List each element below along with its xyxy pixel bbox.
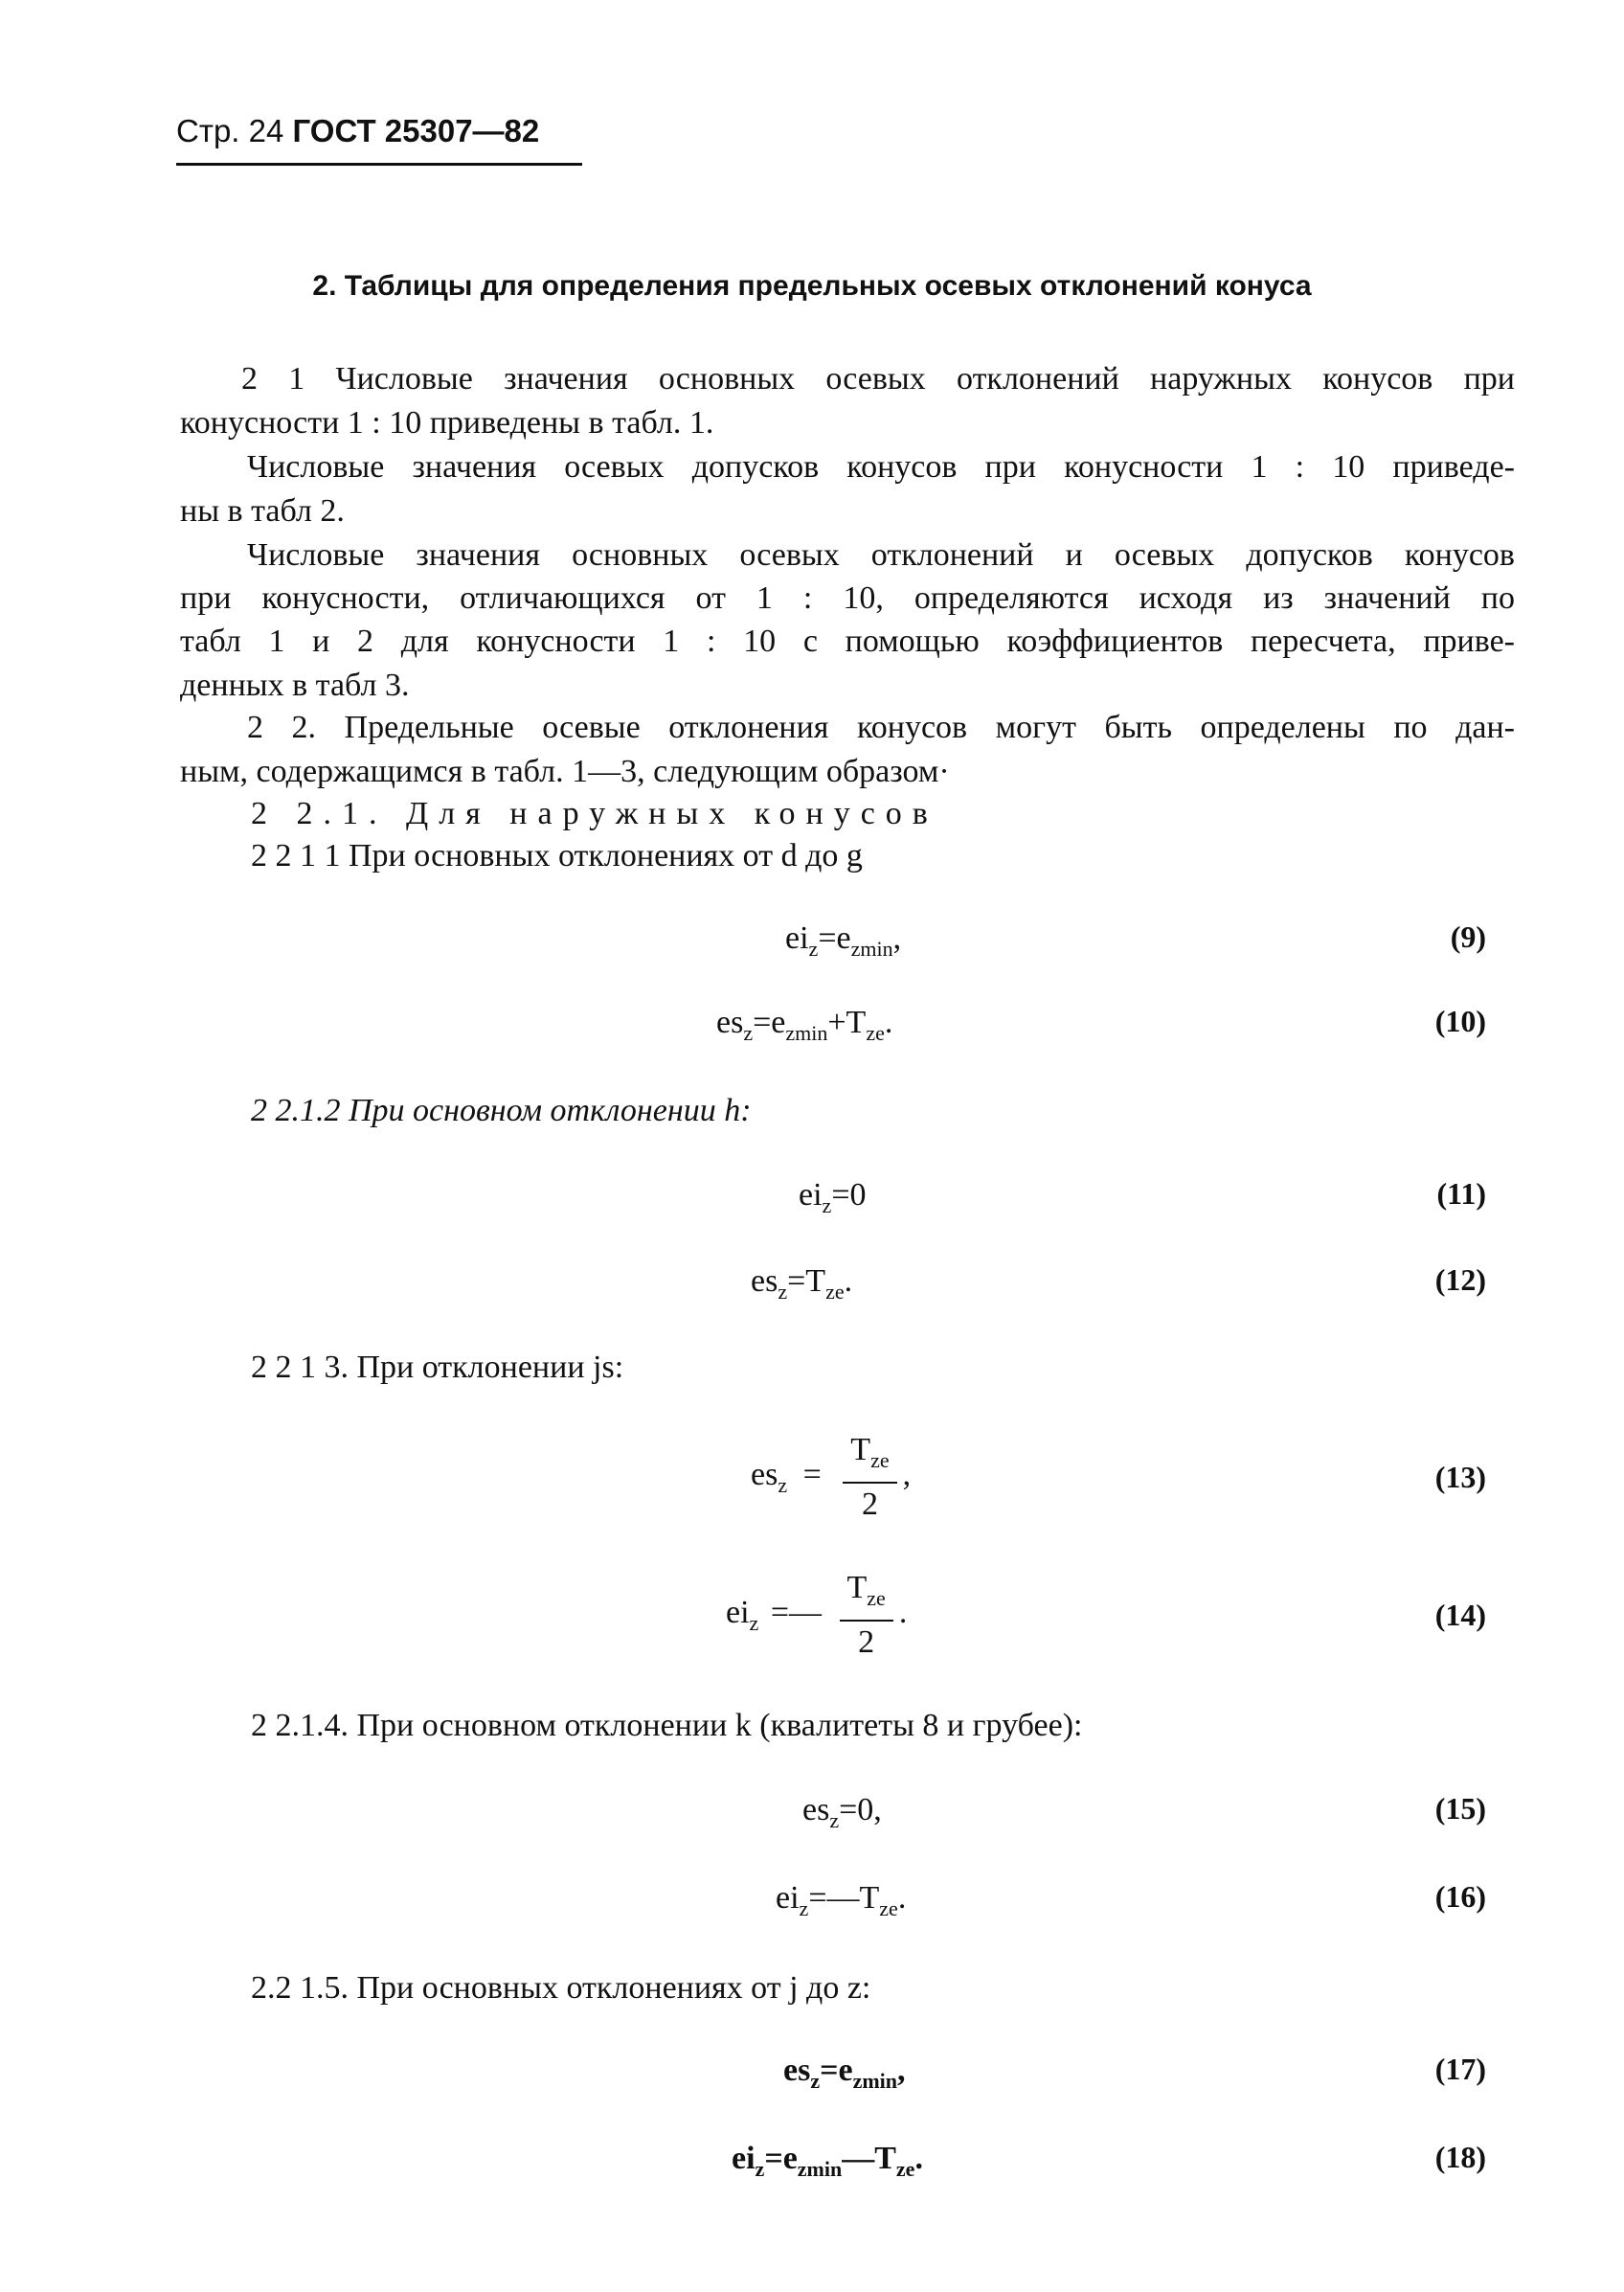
formula-10: $es_z=e_{zmin}+T_{ze}$.	[716, 1005, 893, 1045]
formula-number: (10)	[1434, 1004, 1486, 1038]
subsection-heading: 2 2 1 3. При отклонении js:	[251, 1350, 624, 1385]
formula-number: (13)	[1434, 1460, 1486, 1494]
paragraph-line: Числовые значения осевых допусков конусов при конусности 1 : 10 приведе-	[247, 449, 1515, 485]
paragraph-line: табл 1 и 2 для конусности 1 : 10 с помощью коэффициентов пересчета, приве-	[180, 624, 1515, 659]
formula-17: $es_z=e_{zmin}$,	[783, 2053, 906, 2093]
subsection-heading: 2.2 1.5. При основных отклонениях от j до z:	[251, 1970, 871, 2006]
subsection-heading: 2 2.1. Для наружных конусов	[251, 796, 938, 831]
page-number: Стр. 24	[176, 113, 284, 148]
subsection-heading: 2 2.1.2 При основном отклонении h:	[251, 1093, 752, 1128]
formula-number: (17)	[1434, 2052, 1486, 2086]
page-header	[176, 113, 539, 149]
subsection-heading: 2 2 1 1 При основных отклонениях от d до g	[251, 838, 863, 874]
formula-number: (9)	[1450, 919, 1486, 954]
formula-number: (18)	[1434, 2140, 1486, 2174]
formula-number: (16)	[1434, 1879, 1486, 1914]
paragraph-line: Числовые значения основных осевых отклонений и осевых допусков конусов	[247, 537, 1515, 573]
subsection-heading: 2 2.1.4. При основном отклонении k (квалитеты 8 и грубее):	[251, 1708, 1083, 1743]
formula-number: (14)	[1434, 1598, 1486, 1632]
header-rule	[176, 163, 582, 166]
formula-number: (11)	[1436, 1176, 1486, 1211]
formula-9: $ei_z=e_{zmin}$,	[785, 920, 902, 961]
section-title: 2. Таблицы для определения предельных осевых отклонений конуса	[312, 270, 1312, 302]
formula-13: $es_z$ = $\frac{T_{ze}}{2}$ ,	[751, 1432, 912, 1522]
paragraph-line: при конусности, отличающихся от 1 : 10, определяются исходя из значений по	[180, 580, 1515, 616]
formula-11: $ei_z=0$	[799, 1177, 867, 1217]
paragraph-line: ным, содержащимся в табл. 1—3, следующим образом·	[180, 754, 950, 789]
paragraph-line: 2 1 Числовые значения основных осевых отклонений наружных конусов при	[241, 361, 1515, 397]
formula-14: $ei_z$ =— $\frac{T_{ze}}{2}$ .	[726, 1570, 908, 1660]
paragraph-line: денных в табл 3.	[180, 668, 410, 703]
paragraph-line: конусности 1 : 10 приведены в табл. 1.	[180, 405, 714, 441]
formula-number: (15)	[1434, 1791, 1486, 1826]
formula-12: $es_z=T_{ze}$.	[751, 1263, 853, 1304]
formula-18: $ei_z=e_{zmin}—T_{ze}$.	[732, 2141, 923, 2181]
paragraph-line: 2 2. Предельные осевые отклонения конусов могут быть определены по дан-	[247, 710, 1515, 745]
paragraph-line: ны в табл 2.	[180, 493, 345, 529]
formula-16: $ei_z=—T_{ze}$.	[776, 1880, 907, 1920]
formula-15: $es_z=0$,	[802, 1792, 882, 1832]
standard-number: ГОСТ 25307—82	[292, 113, 540, 148]
formula-number: (12)	[1434, 1262, 1486, 1297]
